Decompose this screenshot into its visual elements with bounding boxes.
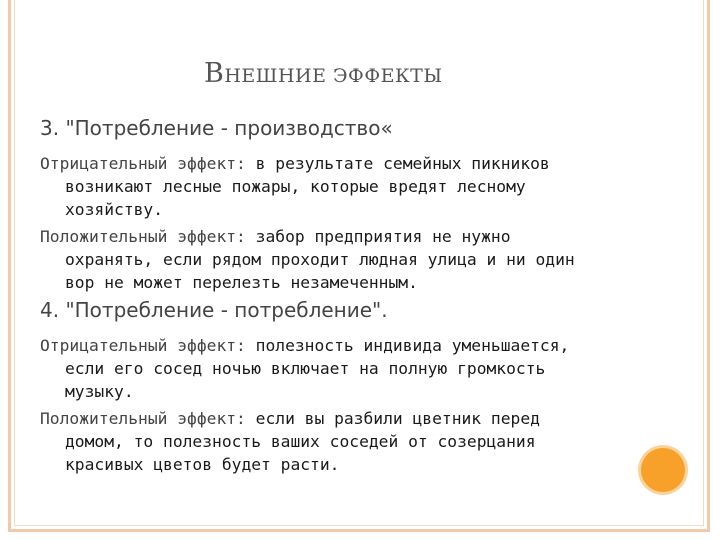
negative-effect-text: полезность индивида уменьшается, если его сосед ночью включает на полную громкость музыку. — [65, 336, 570, 401]
decorative-circle — [641, 448, 685, 492]
positive-effect-label: Положительный эффект: — [40, 409, 246, 428]
slide-title — [204, 58, 443, 89]
negative-effect-text: в результате семейных пикников возникают лесные пожары, которые вредят лесному хозяйству. — [65, 154, 550, 219]
section-3-positive-effect — [40, 225, 600, 294]
positive-effect-text: забор предприятия не нужно охранять, если рядом проходит людная улица и ни один вор не может перелезть незамеченным. — [65, 227, 575, 292]
section-4-heading: 4. "Потребление - потребление". — [40, 298, 388, 322]
negative-effect-label: Отрицательный эффект: — [40, 336, 246, 355]
section-4-negative-effect — [40, 334, 600, 403]
section-3-negative-effect — [40, 152, 600, 221]
positive-effect-label: Положительный эффект: — [40, 227, 246, 246]
title-first-letter: В — [204, 58, 225, 89]
section-4-positive-effect — [40, 407, 600, 476]
negative-effect-label: Отрицательный эффект: — [40, 154, 246, 173]
slide-content — [40, 110, 600, 480]
title-rest: НЕШНИЕ ЭФФЕКТЫ — [224, 65, 443, 87]
section-3-heading: 3. "Потребление - производство« — [40, 116, 393, 140]
positive-effect-text: если вы разбили цветник перед домом, то полезность ваших соседей от созерцания красивых цветов будет расти. — [65, 409, 540, 474]
